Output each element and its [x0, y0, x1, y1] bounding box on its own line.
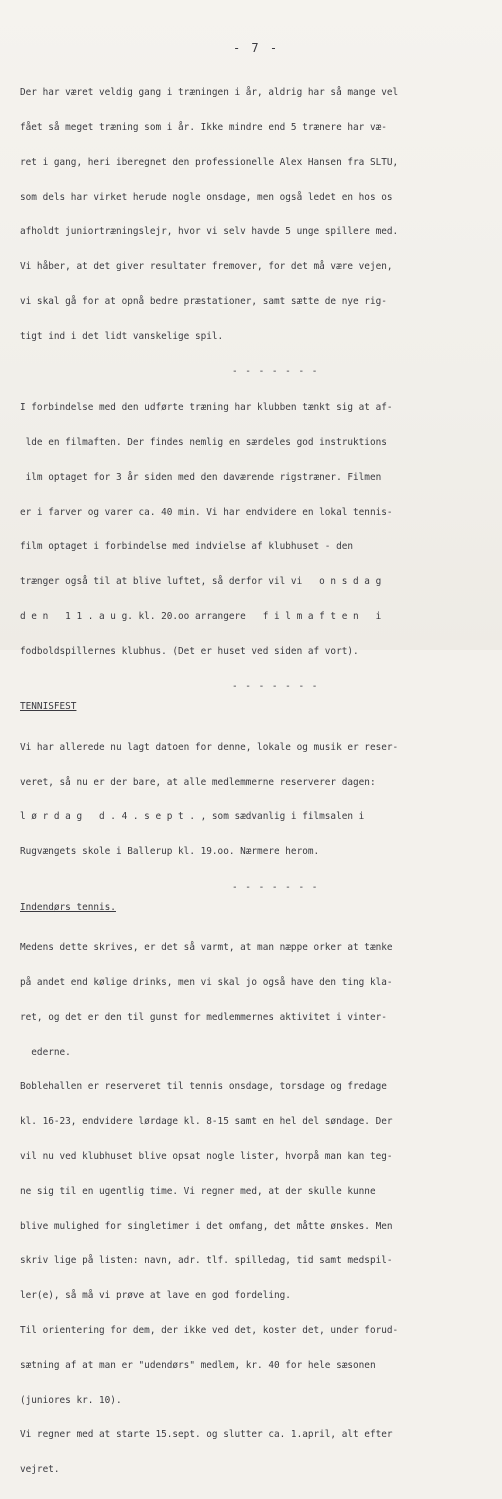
section-heading-indoor-tennis: Indendørs tennis. [20, 901, 116, 913]
paragraph-tennisfest [20, 719, 492, 881]
text-line: afholdt juniortræningslejr, hvor vi selv havde 5 unge spillere med. [20, 226, 399, 238]
text-line: på andet end kølige drinks, men vi skal jo også have den ting kla- [20, 977, 393, 989]
text-line: som dels har virket herude nogle onsdage, men også ledet en hos os [20, 191, 393, 203]
text-line: ne sig til en ugentlig time. Vi regner med, at der skulle kunne [20, 1185, 376, 1197]
section-heading-tennisfest: TENNISFEST [20, 701, 77, 713]
text-line: ilm optaget for 3 år siden med den daværende rigstræner. Filmen [20, 471, 382, 483]
text-line: vi skal gå for at opnå bedre præstationer, samt sætte de nye rig- [20, 295, 387, 307]
separator: - - - - - - - [232, 681, 319, 693]
text-line: ret i gang, heri iberegnet den professionelle Alex Hansen fra SLTU, [20, 156, 399, 168]
text-line: veret, så nu er der bare, at alle medlemmerne reserverer dagen: [20, 776, 376, 788]
text-line: film optaget i forbindelse med indvielse af klubhuset - den [20, 541, 354, 553]
text-line: (juniores kr. 10). [20, 1394, 122, 1406]
text-line: Der har været veldig gang i træningen i år, aldrig har så mange vel [20, 87, 399, 99]
text-line: tigt ind i det lidt vanskelige spil. [20, 330, 224, 342]
paragraph-training [20, 64, 492, 365]
text-line: kl. 16-23, endvidere lørdage kl. 8-15 samt en hel del søndage. Der [20, 1116, 393, 1128]
text-line: l ø r d a g d . 4 . s e p t . , som sædvanlig i filmsalen i [20, 811, 365, 823]
text-line: vejret. [20, 1464, 60, 1476]
text-line: Vi har allerede nu lagt datoen for denne, lokale og musik er reser- [20, 741, 399, 753]
page-number: - 7 - [232, 41, 280, 55]
text-line: fodboldspillernes klubhus. (Det er huset ved siden af vort). [20, 645, 359, 657]
text-line: trænger også til at blive luftet, så derfor vil vi o n s d a g [20, 576, 382, 588]
text-line: vil nu ved klubhuset blive opsat nogle lister, hvorpå man kan teg- [20, 1151, 393, 1163]
separator: - - - - - - - [232, 881, 319, 893]
separator: - - - - - - - [232, 366, 319, 378]
text-line: skriv lige på listen: navn, adr. tlf. spilledag, tid samt medspil- [20, 1255, 393, 1267]
text-line: ederne. [20, 1046, 71, 1058]
text-line: fået så meget træning som i år. Ikke mindre end 5 trænere har væ- [20, 121, 387, 133]
text-line: sætning af at man er "udendørs" medlem, kr. 40 for hele sæsonen [20, 1359, 376, 1371]
text-line: Til orientering for dem, der ikke ved det, koster det, under forud- [20, 1324, 399, 1336]
text-line: blive mulighed for singletimer i det omfang, det måtte ønskes. Men [20, 1220, 393, 1232]
text-line: Vi håber, at det giver resultater fremover, for det må være vejen, [20, 261, 393, 273]
text-line: Boblehallen er reserveret til tennis onsdage, torsdage og fredage [20, 1081, 387, 1093]
text-line: lde en filmaften. Der findes nemlig en særdeles god instruktions [20, 437, 387, 448]
text-line: ler(e), så må vi prøve at lave en god fordeling. [20, 1290, 291, 1302]
text-line: Vi regner med at starte 15.sept. og slutter ca. 1.april, alt efter [20, 1429, 393, 1441]
text-line: Rugvængets skole i Ballerup kl. 19.oo. Nærmere herom. [20, 846, 320, 858]
text-line: er i farver og varer ca. 40 min. Vi har endvidere en lokal tennis- [20, 506, 393, 518]
paragraph-film-evening [20, 379, 492, 680]
text-line: I forbindelse med den udførte træning har klubben tænkt sig at af- [20, 402, 393, 414]
text-line: ret, og det er den til gunst for medlemmernes aktivitet i vinter- [20, 1011, 387, 1023]
text-line: Medens dette skrives, er det så varmt, at man næppe orker at tænke [20, 942, 393, 954]
text-line: d e n 1 1 . a u g. kl. 20.oo arrangere f i l m a f t e n i [20, 610, 382, 622]
paragraph-indoor-tennis [20, 919, 492, 1499]
